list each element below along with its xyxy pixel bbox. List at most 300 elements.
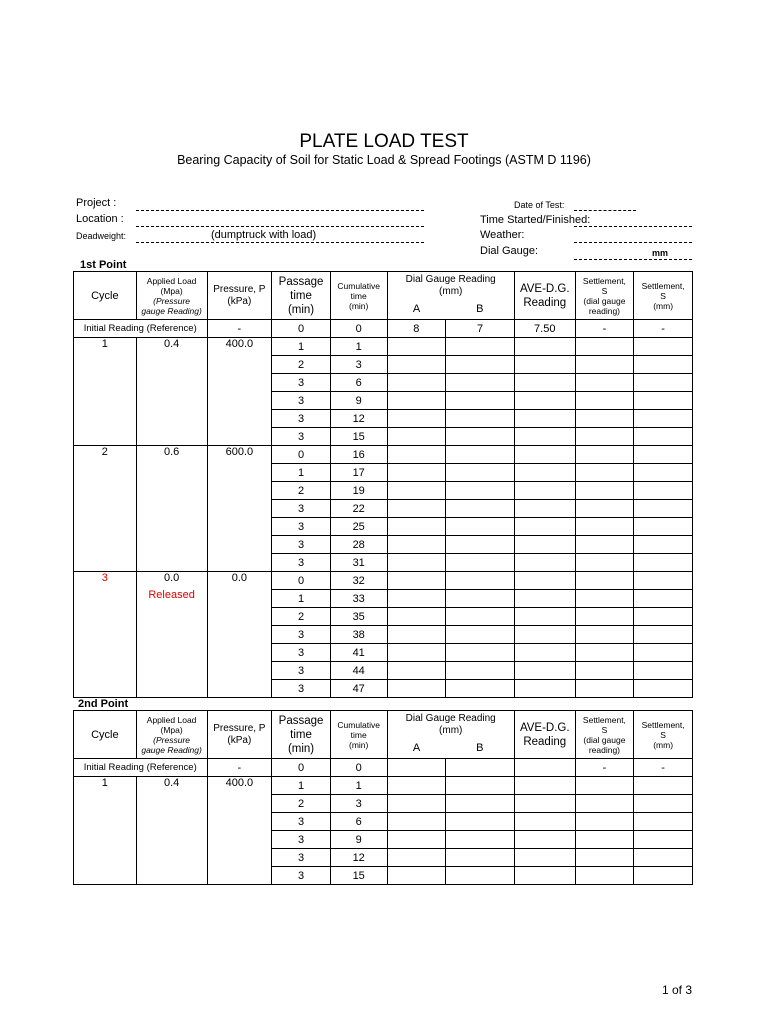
reading-input-cell[interactable] [514, 356, 575, 374]
reading-input-cell[interactable] [446, 867, 515, 885]
reading-input-cell[interactable] [514, 662, 575, 680]
reading-input-cell[interactable] [634, 554, 693, 572]
reading-input-cell[interactable] [446, 644, 515, 662]
header-cycle: Cycle [74, 272, 137, 320]
reading-input-cell[interactable] [387, 482, 446, 500]
reading-input-cell[interactable] [387, 500, 446, 518]
header-applied-unit: (Mpa) [160, 724, 183, 735]
point1-label: 1st Point [80, 259, 127, 271]
header-col-b: B [446, 739, 515, 759]
cumulative-time: 41 [330, 644, 387, 662]
reading-input-cell[interactable] [446, 680, 515, 698]
reading-input-cell[interactable] [514, 392, 575, 410]
reading-input-cell[interactable] [575, 795, 634, 813]
cumulative-time: 16 [330, 446, 387, 464]
reading-input-cell[interactable] [446, 795, 515, 813]
reading-input-cell[interactable] [575, 464, 634, 482]
cycle-number: 1 [74, 777, 137, 885]
reading-input-cell[interactable] [575, 680, 634, 698]
reading-input-cell[interactable] [387, 795, 446, 813]
reading-input-cell[interactable] [514, 572, 575, 590]
passage-time: 1 [272, 464, 331, 482]
header-settlement-mm [634, 272, 693, 320]
deadweight-label: Deadweight: [76, 231, 127, 241]
passage-time: 3 [272, 626, 331, 644]
reading-input-cell[interactable] [514, 338, 575, 356]
header-col-b: B [446, 300, 515, 320]
reading-input-cell[interactable] [387, 374, 446, 392]
pressure-value: 600.0 [207, 446, 272, 572]
reading-input-cell[interactable] [514, 518, 575, 536]
reading-input-cell[interactable] [575, 554, 634, 572]
reading-input-cell[interactable] [446, 608, 515, 626]
passage-time: 3 [272, 374, 331, 392]
cumulative-time: 15 [330, 867, 387, 885]
reading-input-cell[interactable] [575, 608, 634, 626]
reading-input-cell[interactable] [387, 356, 446, 374]
passage-time: 3 [272, 644, 331, 662]
header-cum-l1: Cumulative [337, 719, 380, 730]
reading-input-cell[interactable] [634, 644, 693, 662]
reading-input-cell[interactable] [575, 813, 634, 831]
deadweight-value: (dumptruck with load) [211, 229, 317, 241]
reading-input-cell[interactable] [387, 867, 446, 885]
reading-input-cell[interactable] [446, 590, 515, 608]
reading-input-cell[interactable] [514, 410, 575, 428]
pressure-value: 400.0 [207, 777, 272, 885]
header-applied-note2: gauge Reading) [141, 305, 202, 316]
reading-input-cell[interactable] [575, 590, 634, 608]
reading-input-cell[interactable] [514, 536, 575, 554]
header-row [74, 711, 693, 739]
reading-input-cell[interactable] [387, 662, 446, 680]
reading-input-cell[interactable] [634, 338, 693, 356]
reading-input-cell[interactable] [446, 626, 515, 644]
released-note: Released [148, 589, 195, 601]
cumulative-time: 28 [330, 536, 387, 554]
table-row [74, 572, 693, 590]
header-cumulative [330, 272, 387, 320]
reading-input-cell[interactable] [387, 338, 446, 356]
reading-input-cell[interactable] [446, 813, 515, 831]
reading-input-cell[interactable] [387, 554, 446, 572]
reading-input-cell[interactable] [387, 536, 446, 554]
initial-pressure: - [207, 320, 272, 338]
reading-input-cell[interactable] [387, 644, 446, 662]
initial-reading-b[interactable] [446, 759, 515, 777]
cumulative-time: 17 [330, 464, 387, 482]
reading-input-cell[interactable] [514, 554, 575, 572]
passage-time: 3 [272, 849, 331, 867]
reading-input-cell[interactable] [575, 446, 634, 464]
reading-input-cell[interactable] [634, 518, 693, 536]
initial-settlement-dg: - [575, 759, 634, 777]
initial-reading-row [74, 320, 693, 338]
header-pressure-label: Pressure, P [213, 722, 266, 734]
initial-ave[interactable] [514, 759, 575, 777]
cumulative-time: 22 [330, 500, 387, 518]
reading-input-cell[interactable] [514, 813, 575, 831]
header-passage [272, 272, 331, 320]
header-col-a: A [387, 300, 446, 320]
passage-time: 3 [272, 518, 331, 536]
initial-settlement-mm: - [634, 759, 693, 777]
reading-input-cell[interactable] [575, 849, 634, 867]
header-set2-c: (mm) [653, 300, 674, 311]
reading-input-cell[interactable] [446, 482, 515, 500]
pressure-value: 400.0 [207, 338, 272, 446]
passage-time: 0 [272, 572, 331, 590]
reading-input-cell[interactable] [514, 626, 575, 644]
project-field[interactable] [136, 210, 424, 211]
header-dial-l1: Dial Gauge Reading [405, 273, 496, 285]
header-dial-l2: (mm) [439, 724, 463, 736]
reading-input-cell[interactable] [446, 428, 515, 446]
reading-input-cell[interactable] [387, 428, 446, 446]
table-row [74, 446, 693, 464]
cumulative-time: 47 [330, 680, 387, 698]
header-passage-l2: time [290, 289, 312, 302]
header-settlement-dg [575, 272, 634, 320]
reading-input-cell[interactable] [387, 831, 446, 849]
reading-input-cell[interactable] [387, 777, 446, 795]
header-set2-c: (mm) [653, 739, 674, 750]
passage-time: 3 [272, 867, 331, 885]
applied-load-value: 0.4 [163, 777, 180, 789]
reading-input-cell[interactable] [575, 831, 634, 849]
cycle-number: 2 [74, 446, 137, 572]
point2-table [73, 710, 693, 885]
reading-input-cell[interactable] [387, 446, 446, 464]
reading-input-cell[interactable] [634, 500, 693, 518]
cumulative-time: 1 [330, 777, 387, 795]
cumulative-time: 32 [330, 572, 387, 590]
reading-input-cell[interactable] [387, 518, 446, 536]
applied-load-cell [136, 572, 207, 698]
header-cum-l2: time [350, 290, 367, 301]
reading-input-cell[interactable] [387, 392, 446, 410]
reading-input-cell[interactable] [575, 572, 634, 590]
header-ave-l1: AVE-D.G. [519, 721, 570, 734]
reading-input-cell[interactable] [634, 590, 693, 608]
reading-input-cell[interactable] [514, 608, 575, 626]
initial-cumulative: 0 [330, 320, 387, 338]
cumulative-time: 44 [330, 662, 387, 680]
page-title: PLATE LOAD TEST [299, 131, 469, 152]
reading-input-cell[interactable] [575, 338, 634, 356]
point2-label: 2nd Point [78, 698, 129, 710]
header-cycle: Cycle [74, 711, 137, 759]
time-field[interactable] [574, 226, 692, 227]
header-passage-l2: time [290, 728, 312, 741]
reading-input-cell[interactable] [575, 777, 634, 795]
reading-input-cell[interactable] [634, 356, 693, 374]
reading-input-cell[interactable] [514, 777, 575, 795]
applied-load-cell [136, 446, 207, 572]
reading-input-cell[interactable] [575, 626, 634, 644]
header-set1-b: S [601, 285, 608, 296]
passage-time: 3 [272, 410, 331, 428]
reading-input-cell[interactable] [634, 777, 693, 795]
header-row [74, 272, 693, 300]
passage-time: 1 [272, 777, 331, 795]
passage-time: 0 [272, 446, 331, 464]
header-set1-b: S [601, 724, 608, 735]
passage-time: 3 [272, 392, 331, 410]
reading-input-cell[interactable] [514, 482, 575, 500]
reading-input-cell[interactable] [575, 500, 634, 518]
applied-load-cell [136, 777, 207, 885]
cumulative-time: 12 [330, 410, 387, 428]
header-set2-b: S [660, 729, 666, 740]
reading-input-cell[interactable] [575, 356, 634, 374]
reading-input-cell[interactable] [634, 536, 693, 554]
reading-input-cell[interactable] [575, 392, 634, 410]
reading-input-cell[interactable] [446, 572, 515, 590]
header-cum-l3: (min) [349, 300, 369, 311]
reading-input-cell[interactable] [634, 795, 693, 813]
reading-input-cell[interactable] [575, 374, 634, 392]
header-applied-unit: (Mpa) [160, 285, 183, 296]
initial-reading-row [74, 759, 693, 777]
passage-time: 2 [272, 356, 331, 374]
reading-input-cell[interactable] [634, 680, 693, 698]
page-subtitle: Bearing Capacity of Soil for Static Load & Spread Footings (ASTM D 1196) [177, 153, 591, 167]
reading-input-cell[interactable] [575, 536, 634, 554]
reading-input-cell[interactable] [514, 849, 575, 867]
reading-input-cell[interactable] [387, 410, 446, 428]
reading-input-cell[interactable] [514, 644, 575, 662]
cumulative-time: 3 [330, 795, 387, 813]
header-passage-l1: Passage [278, 275, 324, 288]
passage-time: 2 [272, 608, 331, 626]
reading-input-cell[interactable] [446, 338, 515, 356]
header-set1-c: (dial gauge [583, 295, 626, 306]
reading-input-cell[interactable] [514, 867, 575, 885]
time-label: Time Started/Finished: [480, 214, 591, 226]
header-ave-l2: Reading [523, 296, 567, 309]
applied-load-cell [136, 338, 207, 446]
header-pressure-label: Pressure, P [213, 283, 266, 295]
reading-input-cell[interactable] [514, 500, 575, 518]
table-row [74, 777, 693, 795]
reading-input-cell[interactable] [514, 590, 575, 608]
reading-input-cell[interactable] [387, 680, 446, 698]
reading-input-cell[interactable] [575, 644, 634, 662]
header-cum-l3: (min) [349, 739, 369, 750]
header-passage [272, 711, 331, 759]
reading-input-cell[interactable] [446, 849, 515, 867]
passage-time: 3 [272, 500, 331, 518]
reading-input-cell[interactable] [387, 626, 446, 644]
reading-input-cell[interactable] [446, 446, 515, 464]
weather-field[interactable] [574, 242, 692, 243]
reading-input-cell[interactable] [514, 795, 575, 813]
header-pressure [207, 272, 272, 320]
cumulative-time: 19 [330, 482, 387, 500]
point1-table [73, 271, 693, 698]
initial-reading-b[interactable]: 7 [446, 320, 515, 338]
header-applied-note1: (Pressure [153, 295, 191, 306]
reading-input-cell[interactable] [387, 464, 446, 482]
date-field[interactable] [574, 210, 636, 211]
dial-gauge-unit: mm [652, 248, 669, 258]
applied-load-value: 0.4 [163, 338, 180, 350]
reading-input-cell[interactable] [575, 410, 634, 428]
reading-input-cell[interactable] [575, 518, 634, 536]
reading-input-cell[interactable] [575, 662, 634, 680]
header-pressure-unit: (kPa) [227, 295, 252, 307]
header-passage-l1: Passage [278, 714, 324, 727]
cycle-number: 1 [74, 338, 137, 446]
header-dial-l1: Dial Gauge Reading [405, 712, 496, 724]
header-set1-d: reading) [588, 744, 621, 755]
reading-input-cell[interactable] [514, 680, 575, 698]
reading-input-cell[interactable] [634, 813, 693, 831]
reading-input-cell[interactable] [634, 626, 693, 644]
reading-input-cell[interactable] [634, 482, 693, 500]
header-ave [514, 272, 575, 320]
header-col-a: A [387, 739, 446, 759]
reading-input-cell[interactable] [387, 572, 446, 590]
reading-input-cell[interactable] [446, 777, 515, 795]
header-set1-d: reading) [588, 305, 621, 316]
passage-time: 2 [272, 795, 331, 813]
header-cum-l2: time [350, 729, 367, 740]
reading-input-cell[interactable] [634, 867, 693, 885]
cumulative-time: 6 [330, 813, 387, 831]
initial-reading-a[interactable]: 8 [387, 320, 446, 338]
cumulative-time: 9 [330, 392, 387, 410]
header-set1-a: Settlement, [582, 714, 626, 725]
header-cumulative [330, 711, 387, 759]
passage-time: 3 [272, 428, 331, 446]
applied-load-value: 0.0 [163, 572, 180, 584]
cumulative-time: 38 [330, 626, 387, 644]
page-number: 1 of 3 [661, 983, 692, 997]
cumulative-time: 9 [330, 831, 387, 849]
deadweight-field[interactable] [136, 242, 424, 243]
reading-input-cell[interactable] [514, 374, 575, 392]
reading-input-cell[interactable] [575, 428, 634, 446]
reading-input-cell[interactable] [634, 572, 693, 590]
date-label: Date of Test: [514, 200, 565, 210]
reading-input-cell[interactable] [446, 518, 515, 536]
pressure-value: 0.0 [207, 572, 272, 698]
cumulative-time: 35 [330, 608, 387, 626]
reading-input-cell[interactable] [634, 392, 693, 410]
passage-time: 1 [272, 338, 331, 356]
cumulative-time: 15 [330, 428, 387, 446]
cumulative-time: 25 [330, 518, 387, 536]
header-pressure [207, 711, 272, 759]
header-dial-gauge [387, 272, 514, 300]
reading-input-cell[interactable] [446, 374, 515, 392]
header-applied-load [136, 711, 207, 759]
header-applied-note1: (Pressure [153, 734, 191, 745]
initial-reading-label: Initial Reading (Reference) [74, 320, 208, 338]
header-applied-load-label: Applied Load [146, 714, 197, 725]
reading-input-cell[interactable] [514, 831, 575, 849]
reading-input-cell[interactable] [446, 356, 515, 374]
header-set2-a: Settlement, [641, 280, 685, 291]
header-passage-l3: (min) [287, 742, 315, 755]
reading-input-cell[interactable] [446, 500, 515, 518]
dial-gauge-field[interactable] [574, 259, 692, 260]
initial-settlement-dg: - [575, 320, 634, 338]
header-settlement-dg [575, 711, 634, 759]
cumulative-time: 31 [330, 554, 387, 572]
header-set2-b: S [660, 290, 666, 301]
initial-reading-a[interactable] [387, 759, 446, 777]
reading-input-cell[interactable] [387, 849, 446, 867]
header-cum-l1: Cumulative [337, 280, 380, 291]
weather-label: Weather: [480, 229, 525, 241]
passage-time: 1 [272, 590, 331, 608]
passage-time: 3 [272, 813, 331, 831]
header-dial-l2: (mm) [439, 285, 463, 297]
reading-input-cell[interactable] [514, 428, 575, 446]
header-dial-gauge [387, 711, 514, 739]
cumulative-time: 3 [330, 356, 387, 374]
reading-input-cell[interactable] [634, 849, 693, 867]
reading-input-cell[interactable] [446, 662, 515, 680]
reading-input-cell[interactable] [634, 410, 693, 428]
reading-input-cell[interactable] [387, 813, 446, 831]
location-field[interactable] [136, 226, 424, 227]
initial-reading-label: Initial Reading (Reference) [74, 759, 208, 777]
header-applied-load [136, 272, 207, 320]
reading-input-cell[interactable] [634, 446, 693, 464]
reading-input-cell[interactable] [446, 536, 515, 554]
reading-input-cell[interactable] [575, 482, 634, 500]
header-set1-c: (dial gauge [583, 734, 626, 745]
header-ave [514, 711, 575, 759]
passage-time: 3 [272, 831, 331, 849]
header-pressure-unit: (kPa) [227, 734, 252, 746]
reading-input-cell[interactable] [634, 831, 693, 849]
reading-input-cell[interactable] [634, 608, 693, 626]
reading-input-cell[interactable] [387, 608, 446, 626]
cumulative-time: 1 [330, 338, 387, 356]
passage-time: 3 [272, 680, 331, 698]
passage-time: 3 [272, 554, 331, 572]
header-applied-load-label: Applied Load [146, 275, 197, 286]
reading-input-cell[interactable] [446, 464, 515, 482]
reading-input-cell[interactable] [514, 446, 575, 464]
reading-input-cell[interactable] [634, 662, 693, 680]
reading-input-cell[interactable] [446, 410, 515, 428]
reading-input-cell[interactable] [634, 428, 693, 446]
header-set2-a: Settlement, [641, 719, 685, 730]
reading-input-cell[interactable] [634, 464, 693, 482]
reading-input-cell[interactable] [575, 867, 634, 885]
initial-cumulative: 0 [330, 759, 387, 777]
reading-input-cell[interactable] [634, 374, 693, 392]
initial-ave[interactable]: 7.50 [514, 320, 575, 338]
initial-settlement-mm: - [634, 320, 693, 338]
reading-input-cell[interactable] [446, 392, 515, 410]
reading-input-cell[interactable] [446, 831, 515, 849]
cumulative-time: 12 [330, 849, 387, 867]
cumulative-time: 33 [330, 590, 387, 608]
reading-input-cell[interactable] [446, 554, 515, 572]
initial-passage: 0 [272, 320, 331, 338]
reading-input-cell[interactable] [387, 590, 446, 608]
header-passage-l3: (min) [287, 303, 315, 316]
header-settlement-mm [634, 711, 693, 759]
reading-input-cell[interactable] [514, 464, 575, 482]
